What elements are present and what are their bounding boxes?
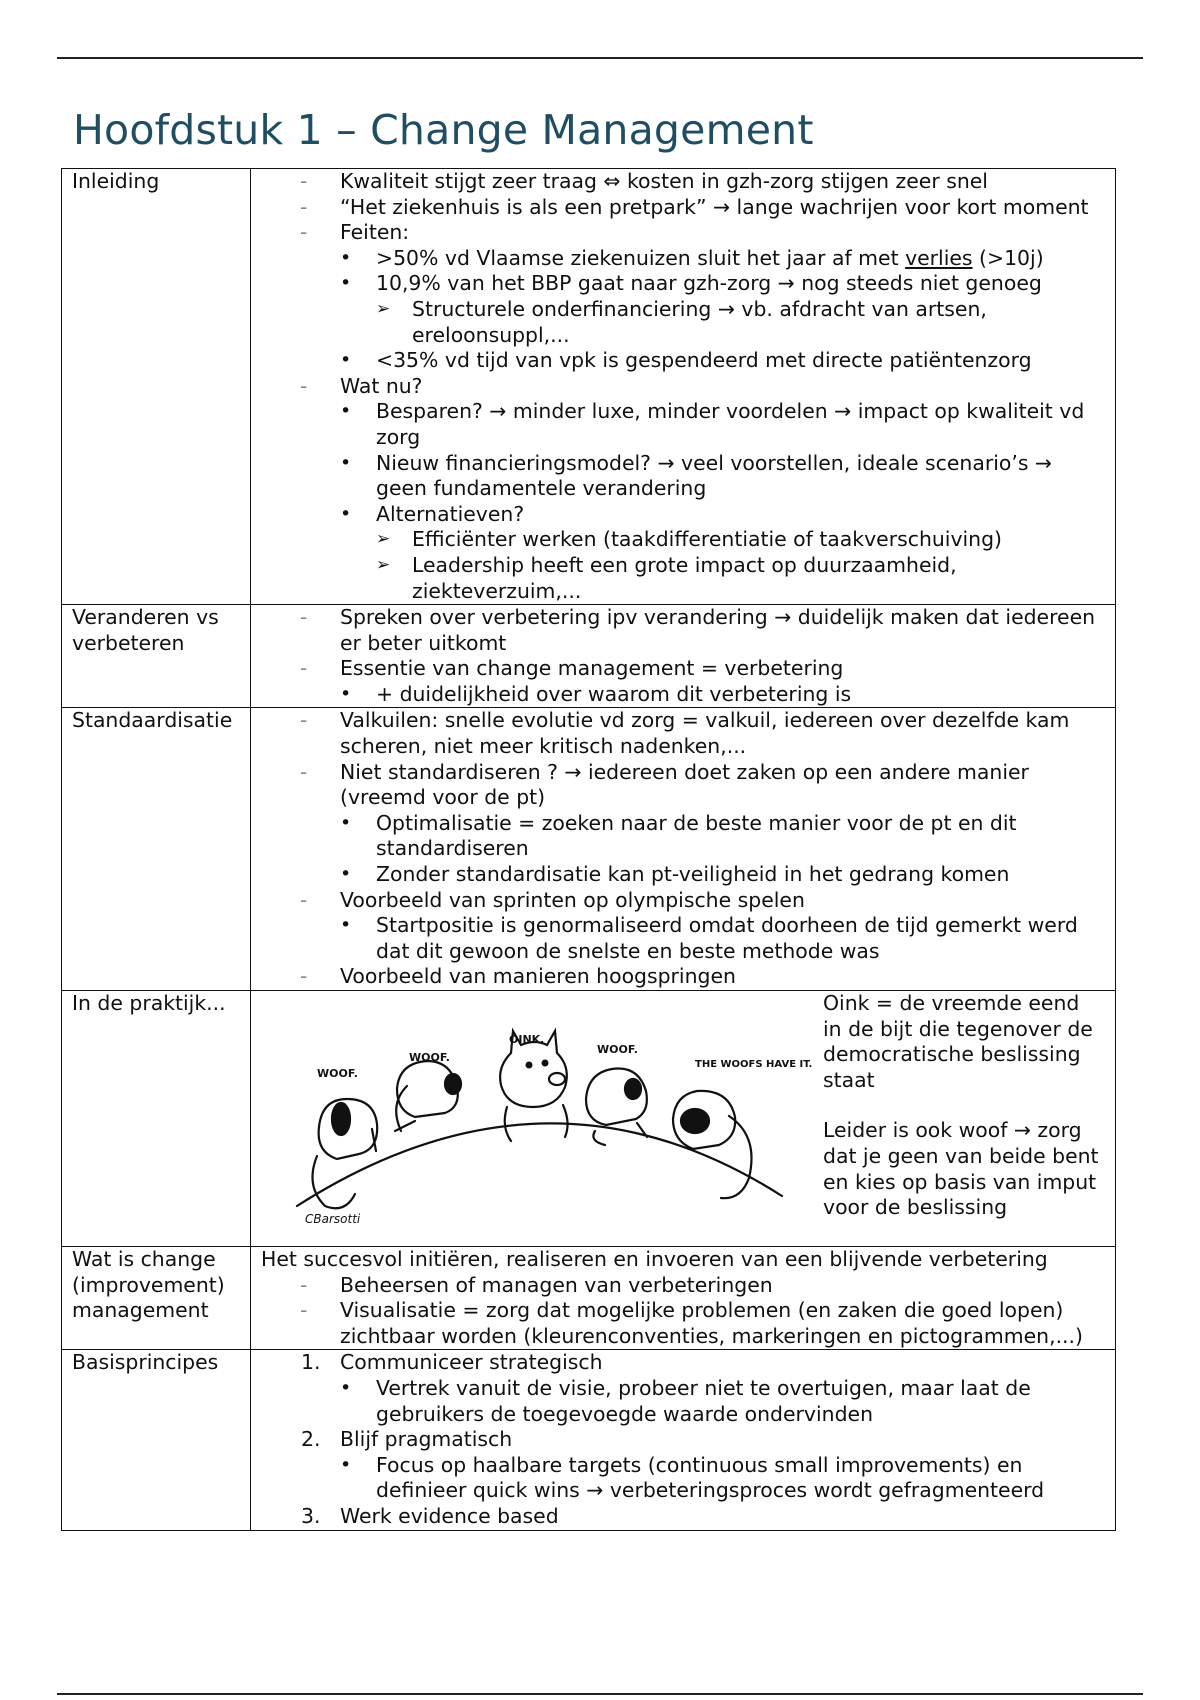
numbered-item bbox=[257, 1504, 1109, 1530]
list-item: • Optimalisatie = zoeken naar de beste manier voor de pt en dit standardiseren bbox=[340, 811, 1109, 862]
speech-woof-1: WOOF. bbox=[317, 1067, 358, 1080]
row-label: Basisprincipes bbox=[62, 1350, 251, 1530]
dog-4-icon bbox=[673, 1091, 752, 1198]
row-praktijk bbox=[62, 991, 1116, 1247]
list-item: - Spreken over verbetering ipv verandering → duidelijk maken dat iedereen er beter uitkomt bbox=[257, 605, 1109, 656]
row-basisprincipes bbox=[62, 1350, 1116, 1530]
list-item-text: Werk evidence based bbox=[340, 1503, 559, 1528]
list-item: • <35% vd tijd van vpk is gespendeerd met directe patiëntenzorg bbox=[340, 348, 1109, 374]
list-item bbox=[257, 220, 1109, 374]
list-item-text: Niet standardiseren ? → iedereen doet zaken op een andere manier (vreemd voor de pt) bbox=[340, 759, 1029, 810]
list-item bbox=[340, 502, 1109, 604]
item-number: 2. bbox=[301, 1427, 321, 1452]
notes-table bbox=[61, 168, 1116, 1531]
row-label: Standaardisatie bbox=[62, 708, 251, 991]
list-item bbox=[340, 246, 1109, 272]
row-label: Wat is change (improvement) management bbox=[62, 1247, 251, 1350]
row-content bbox=[251, 169, 1116, 605]
table-edge bbox=[297, 1123, 782, 1206]
list-item: • Vertrek vanuit de visie, probeer niet te overtuigen, maar laat de gebruikers de toegevoegde waarde ondervinden bbox=[340, 1376, 1109, 1427]
speech-woof-3: WOOF. bbox=[597, 1043, 638, 1056]
dog-2-icon bbox=[395, 1061, 461, 1131]
list-item: - Voorbeeld van manieren hoogspringen bbox=[257, 964, 1109, 990]
list-item: • Nieuw financieringsmodel? → veel voorstellen, ideale scenario’s → geen fundamentele verandering bbox=[340, 451, 1109, 502]
list-item: • Startpositie is genormaliseerd omdat doorheen de tijd gemerkt werd dat dit gewoon de snelste en beste methode was bbox=[340, 913, 1109, 964]
list-item: ➢ Structurele onderfinanciering → vb. afdracht van artsen, ereloonsuppl,... bbox=[376, 297, 1109, 348]
list-item-text: Feiten: bbox=[340, 220, 410, 245]
list-item bbox=[257, 656, 1109, 707]
numbered-item bbox=[257, 1427, 1109, 1504]
text-fragment: (>10j) bbox=[972, 245, 1044, 270]
list-item: • Zonder standardisatie kan pt-veiligheid in het gedrang komen bbox=[340, 862, 1109, 888]
list-item-text: Blijf pragmatisch bbox=[340, 1427, 513, 1452]
list-item bbox=[257, 374, 1109, 604]
row-content bbox=[251, 991, 1116, 1247]
list-item: ➢ Leadership heeft een grote impact op duurzaamheid, ziekteverzuim,... bbox=[376, 553, 1109, 604]
item-number: 3. bbox=[301, 1503, 321, 1528]
numbered-item bbox=[257, 1350, 1109, 1427]
list-item-text: Alternatieven? bbox=[376, 501, 525, 526]
row-label: Inleiding bbox=[62, 169, 251, 605]
item-number: 1. bbox=[301, 1350, 321, 1375]
list-item: • + duidelijkheid over waarom dit verbetering is bbox=[340, 682, 1109, 708]
list-item-text: Voorbeeld van sprinten op olympische spelen bbox=[340, 887, 805, 912]
row-content bbox=[251, 1247, 1116, 1350]
list-item: ➢ Efficiënter werken (taakdifferentiatie of taakverschuiving) bbox=[376, 527, 1109, 553]
cartoon-explanation bbox=[823, 991, 1103, 1246]
list-item-text: Essentie van change management = verbetering bbox=[340, 656, 844, 681]
list-item: - Visualisatie = zorg dat mogelijke problemen (en zaken die goed lopen) zichtbaar worden (kleurenconventies, markeringen en pictogrammen,...) bbox=[257, 1298, 1109, 1349]
row-content bbox=[251, 1350, 1116, 1530]
speech-oink: OINK. bbox=[509, 1033, 545, 1046]
list-item-text: 10,9% van het BBP gaat naar gzh-zorg → nog steeds niet genoeg bbox=[376, 271, 1042, 296]
list-item bbox=[257, 760, 1109, 888]
definition-text: Het succesvol initiëren, realiseren en invoeren van een blijvende verbetering bbox=[261, 1247, 1048, 1271]
row-content bbox=[251, 708, 1116, 991]
row-label: In de praktijk... bbox=[62, 991, 251, 1247]
cartoon-signature: CBarsotti bbox=[305, 1212, 361, 1226]
row-veranderen bbox=[62, 605, 1116, 708]
list-item bbox=[340, 271, 1109, 348]
text-fragment: >50% vd Vlaamse ziekenuizen sluit het jaar af met bbox=[376, 245, 906, 270]
row-inleiding bbox=[62, 169, 1116, 605]
list-item: - Beheersen of managen van verbeteringen bbox=[257, 1273, 1109, 1299]
list-item bbox=[257, 888, 1109, 965]
row-content bbox=[251, 605, 1116, 708]
woof-oink-cartoon bbox=[277, 991, 817, 1246]
speech-woof-2: WOOF. bbox=[409, 1051, 450, 1064]
speech-woofs-have-it: THE WOOFS HAVE IT. bbox=[695, 1059, 813, 1070]
explanation-paragraph: Oink = de vreemde eend in de bijt die tegenover de democratische beslissing staat bbox=[823, 991, 1093, 1092]
page-title: Hoofdstuk 1 – Change Management bbox=[73, 106, 814, 154]
list-item: • Focus op haalbare targets (continuous small improvements) en definieer quick wins → verbeteringsproces wordt gefragmenteerd bbox=[340, 1453, 1109, 1504]
explanation-paragraph: Leider is ook woof → zorg dat je geen van beide bent en kies op basis van imput voor de beslissing bbox=[823, 1118, 1099, 1220]
list-item-text: Wat nu? bbox=[340, 373, 423, 398]
row-standaardisatie bbox=[62, 708, 1116, 991]
list-item: - “Het ziekenhuis is als een pretpark” → lange wachrijen voor kort moment bbox=[257, 195, 1109, 221]
underlined-text: verlies bbox=[905, 245, 973, 270]
bottom-rule bbox=[57, 1693, 1143, 1695]
list-item-text: Communiceer strategisch bbox=[340, 1350, 603, 1375]
top-rule bbox=[57, 57, 1143, 59]
row-label: Veranderen vs verbeteren bbox=[62, 605, 251, 708]
list-item: - Valkuilen: snelle evolutie vd zorg = valkuil, iedereen over dezelfde kam scheren, niet meer kritisch nadenken,... bbox=[257, 708, 1109, 759]
row-watis bbox=[62, 1247, 1116, 1350]
list-item: - Kwaliteit stijgt zeer traag ⇔ kosten in gzh-zorg stijgen zeer snel bbox=[257, 169, 1109, 195]
list-item: • Besparen? → minder luxe, minder voordelen → impact op kwaliteit vd zorg bbox=[340, 399, 1109, 450]
